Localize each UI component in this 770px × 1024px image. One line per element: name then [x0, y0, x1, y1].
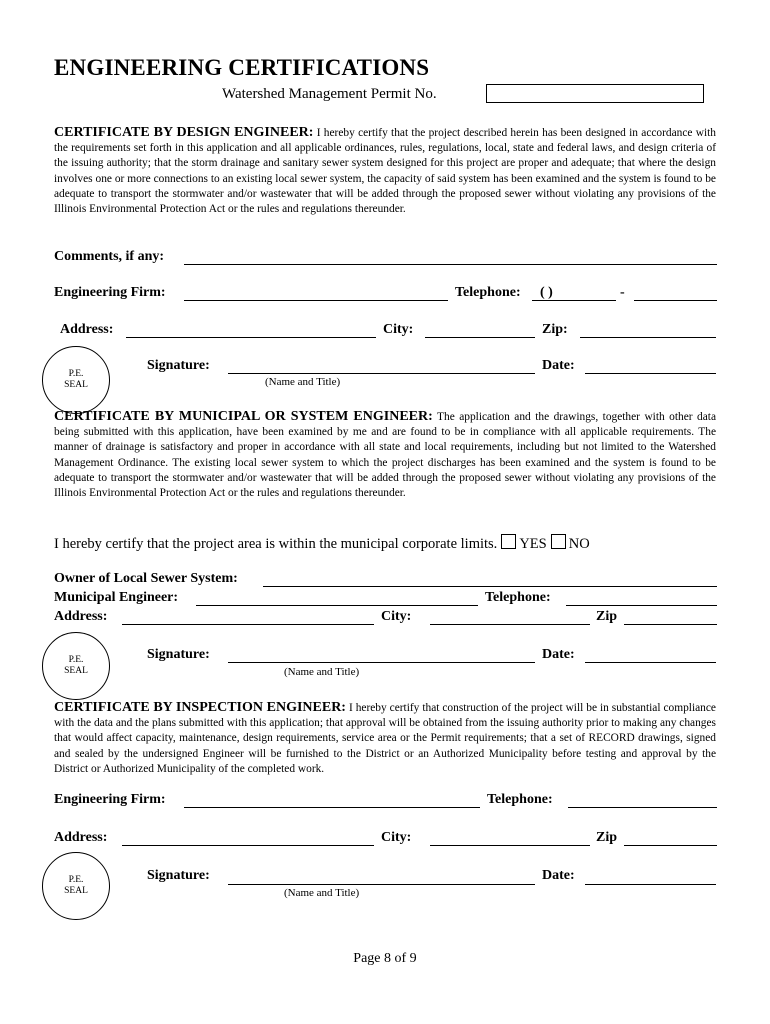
design-firm-label: Engineering Firm: — [54, 285, 166, 300]
design-certificate-text — [54, 125, 716, 217]
design-phone-dash: - — [620, 285, 625, 300]
inspection-signature-label: Signature: — [147, 868, 210, 883]
design-phone-area-field[interactable] — [532, 300, 616, 301]
design-phone-number-field[interactable] — [634, 300, 717, 301]
design-certificate-heading: CERTIFICATE BY DESIGN ENGINEER: — [54, 125, 314, 140]
design-date-label: Date: — [542, 358, 575, 373]
owner-sewer-field[interactable] — [263, 586, 717, 587]
seal-line-seal: SEAL — [64, 380, 88, 390]
inspection-zip-field[interactable] — [624, 845, 717, 846]
inspection-firm-label: Engineering Firm: — [54, 792, 166, 807]
municipal-pe-seal — [42, 632, 110, 700]
design-pe-seal — [42, 346, 110, 414]
yes-label: YES — [519, 536, 547, 552]
inspection-firm-field[interactable] — [184, 807, 480, 808]
corporate-limits-certify — [54, 534, 590, 553]
inspection-certificate-body: I hereby certify that construction of the project will be in substantial compliance with the data and the plans submitted with this application; that approval will be obtained from the issuing authority prior to making any changes that would affect capacity, maintenance, design requirements, service area or the Permit requirements; that a set of RECORD drawings, signed and sealed by the undersigned Engineer will be furnished to the District or an Authorized Municipality before testing and approval by the District or Authorized Municipality of the completed work. — [54, 702, 716, 775]
design-address-label: Address: — [60, 322, 114, 337]
municipal-city-label: City: — [381, 609, 412, 624]
design-signature-label: Signature: — [147, 358, 210, 373]
corporate-limits-text: I hereby certify that the project area is within the municipal corporate limits. — [54, 536, 498, 552]
municipal-zip-field[interactable] — [624, 624, 717, 625]
page-number: Page 8 of 9 — [353, 951, 417, 966]
municipal-city-field[interactable] — [430, 624, 590, 625]
municipal-date-field[interactable] — [585, 662, 716, 663]
inspection-pe-seal — [42, 852, 110, 920]
municipal-date-label: Date: — [542, 647, 575, 662]
inspection-telephone-field[interactable] — [568, 807, 717, 808]
municipal-signature-label: Signature: — [147, 647, 210, 662]
municipal-certificate-body: The application and the drawings, together with other data being submitted with this application, have been examined by me and are found to be in compliance with all applicable requirements. The manner of drainage is satisfactory and proper in accordance with all state and local requirements, including but not limited to the Watershed Management Ordinance. The existing local sewer system to which the project discharges has been examined and the system is found to be adequate to transport the stormwater and/or wastewater that will be added through the proposed sewer without violating any provisions of the Illinois Environmental Protection Act or the rules and regulations thereunder. — [54, 411, 716, 500]
municipal-telephone-label: Telephone: — [485, 590, 551, 605]
municipal-address-field[interactable] — [122, 624, 374, 625]
inspection-certificate-text — [54, 700, 716, 777]
municipal-address-label: Address: — [54, 609, 108, 624]
design-certificate-body: I hereby certify that the project described herein has been designed in accordance with the requirements set forth in this application and all applicable ordinances, rules, regulations, local, state and federal laws, and design criteria of the issuing authority; that the storm drainage and sanitary sewer system designed for this project are proper and adequate; that where the design involves one or more connections to an existing local sewer system, the capacity of said system has been examined and the system is found to be adequate to transport the stormwater and/or wastewater that will be added through the proposed sewer without violating any provisions of the Illinois Environmental Protection Act or the rules and regulations thereunder. — [54, 127, 717, 216]
seal-line-pe: P.E. — [68, 875, 84, 885]
inspection-date-field[interactable] — [585, 884, 716, 885]
municipal-engineer-field[interactable] — [196, 605, 478, 606]
design-name-title-caption: (Name and Title) — [265, 376, 341, 388]
design-address-field[interactable] — [126, 337, 376, 338]
seal-line-seal: SEAL — [64, 886, 88, 896]
seal-line-seal: SEAL — [64, 666, 88, 676]
design-comments-field[interactable] — [184, 264, 717, 265]
design-telephone-label: Telephone: — [455, 285, 521, 300]
inspection-name-title-caption: (Name and Title) — [284, 887, 360, 899]
inspection-address-label: Address: — [54, 830, 108, 845]
permit-number-field[interactable] — [486, 84, 704, 103]
design-date-field[interactable] — [585, 373, 716, 374]
no-checkbox[interactable] — [551, 534, 566, 549]
inspection-signature-field[interactable] — [228, 884, 535, 885]
design-phone-area-code: ( ) — [540, 285, 553, 300]
design-signature-field[interactable] — [228, 373, 535, 374]
municipal-telephone-field[interactable] — [566, 605, 717, 606]
inspection-city-field[interactable] — [430, 845, 590, 846]
seal-line-pe: P.E. — [68, 369, 84, 379]
municipal-name-title-caption: (Name and Title) — [284, 666, 360, 678]
inspection-certificate-heading: CERTIFICATE BY INSPECTION ENGINEER: — [54, 700, 346, 715]
inspection-date-label: Date: — [542, 868, 575, 883]
inspection-city-label: City: — [381, 830, 412, 845]
municipal-signature-field[interactable] — [228, 662, 535, 663]
design-zip-field[interactable] — [580, 337, 716, 338]
municipal-zip-label: Zip — [596, 609, 618, 624]
municipal-certificate-heading: CERTIFICATE BY MUNICIPAL OR SYSTEM ENGINEER: — [54, 409, 433, 424]
design-city-field[interactable] — [425, 337, 535, 338]
inspection-telephone-label: Telephone: — [487, 792, 553, 807]
permit-number-label: Watershed Management Permit No. — [222, 86, 437, 102]
page-title: ENGINEERING CERTIFICATIONS — [54, 55, 430, 80]
no-label: NO — [568, 536, 590, 552]
yes-checkbox[interactable] — [501, 534, 516, 549]
inspection-address-field[interactable] — [122, 845, 374, 846]
owner-sewer-label: Owner of Local Sewer System: — [54, 571, 238, 586]
design-comments-label: Comments, if any: — [54, 249, 165, 264]
seal-line-pe: P.E. — [68, 655, 84, 665]
municipal-engineer-label: Municipal Engineer: — [54, 590, 179, 605]
design-zip-label: Zip: — [542, 322, 568, 337]
municipal-certificate-text — [54, 409, 716, 501]
inspection-zip-label: Zip — [596, 830, 618, 845]
design-firm-field[interactable] — [184, 300, 448, 301]
design-city-label: City: — [383, 322, 414, 337]
